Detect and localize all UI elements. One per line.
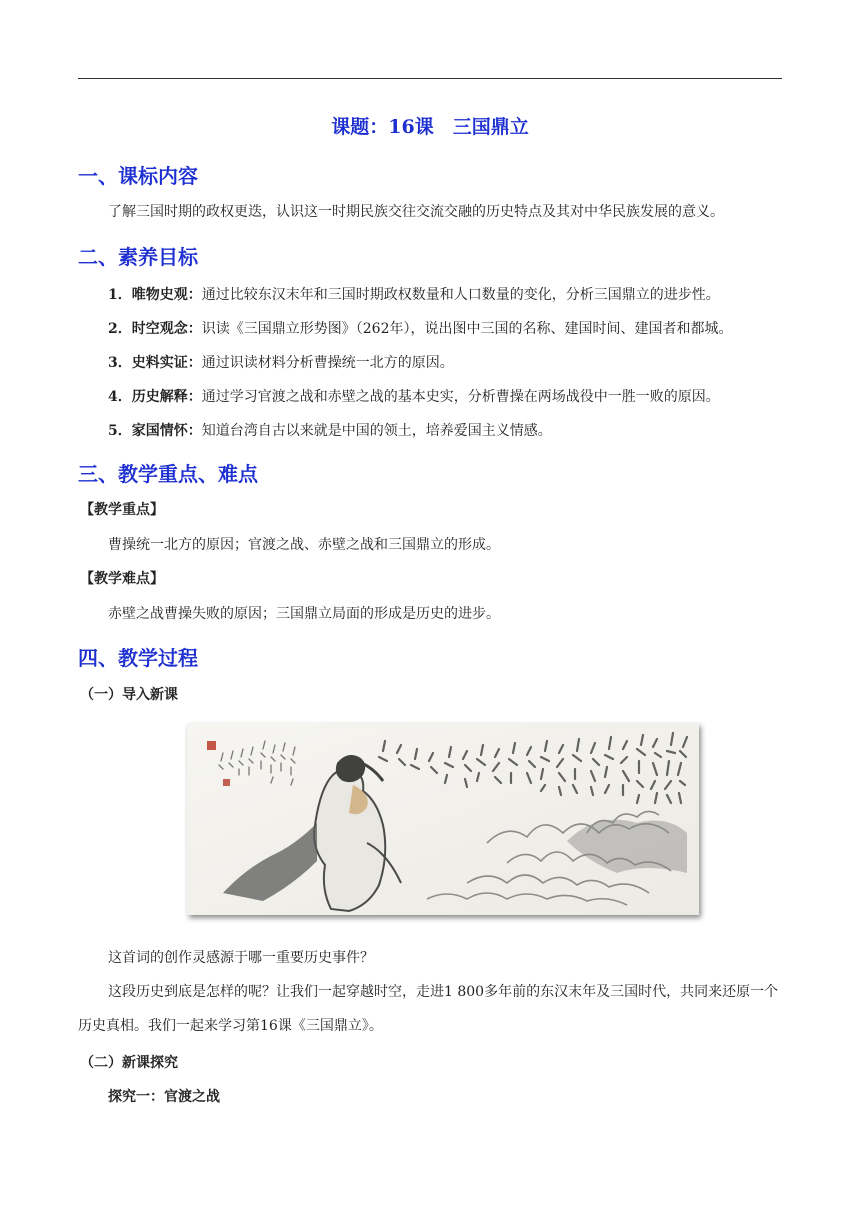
goal-num: 1． [108, 287, 132, 303]
goal-text: 识读《三国鼎立形势图》（262年），说出图中三国的名称、建国时间、建国者和都城。 [201, 321, 733, 337]
goal-text: 通过识读材料分析曹操统一北方的原因。 [201, 355, 454, 371]
explore-heading-1: 探究一：官渡之战 [108, 1089, 220, 1105]
goal-item-5 [108, 420, 552, 440]
goal-item-1 [108, 284, 720, 304]
goal-text: 通过学习官渡之战和赤壁之战的基本史实，分析曹操在两场战役中一胜一败的原因。 [201, 389, 720, 405]
page-title: 课题：16课 三国鼎立 [331, 116, 529, 138]
header-rule [78, 78, 782, 79]
goal-label: 唯物史观： [131, 287, 202, 303]
section-heading-4: 四、教学过程 [78, 646, 198, 670]
goal-num: 3． [108, 355, 132, 371]
goal-num: 2． [108, 321, 132, 337]
goal-text: 通过比较东汉末年和三国时期政权数量和人口数量的变化，分析三国鼎立的进步性。 [201, 287, 720, 303]
section-heading-1: 一、课标内容 [78, 164, 198, 188]
key-points-text: 曹操统一北方的原因；官渡之战、赤壁之战和三国鼎立的形成。 [108, 537, 500, 553]
intro-paragraph: 这段历史到底是怎样的呢？让我们一起穿越时空，走进1 800多年前的东汉末年及三国时代，共同来还原一个历史真相。我们一起来学习第16课《三国鼎立》。 [78, 984, 779, 1034]
subsection-new-lesson: （二）新课探究 [80, 1055, 178, 1071]
goal-label: 时空观念： [131, 321, 202, 337]
section-1-text: 了解三国时期的政权更迭，认识这一时期民族交往交流交融的历史特点及其对中华民族发展的意义。 [108, 204, 724, 220]
goal-text: 知道台湾自古以来就是中国的领土，培养爱国主义情感。 [201, 423, 552, 439]
goal-label: 家国情怀： [131, 423, 202, 439]
intro-question: 这首词的创作灵感源于哪一重要历史事件？ [108, 950, 374, 966]
goal-item-4 [108, 386, 720, 406]
goal-label: 史料实证： [131, 355, 202, 371]
goal-num: 5． [108, 423, 132, 439]
goal-item-2 [108, 318, 732, 338]
difficult-points-text: 赤壁之战曹操失败的原因；三国鼎立局面的形成是历史的进步。 [108, 606, 500, 622]
painting-artwork [187, 723, 699, 915]
key-points-label: 【教学重点】 [80, 502, 164, 518]
ink-painting-image [187, 723, 699, 915]
goal-item-3 [108, 352, 454, 372]
goal-num: 4． [108, 389, 132, 405]
section-heading-2: 二、素养目标 [78, 245, 198, 269]
goal-label: 历史解释： [131, 389, 202, 405]
subsection-intro: （一）导入新课 [80, 687, 178, 703]
difficult-points-label: 【教学难点】 [80, 571, 164, 587]
section-heading-3: 三、教学重点、难点 [78, 462, 258, 486]
